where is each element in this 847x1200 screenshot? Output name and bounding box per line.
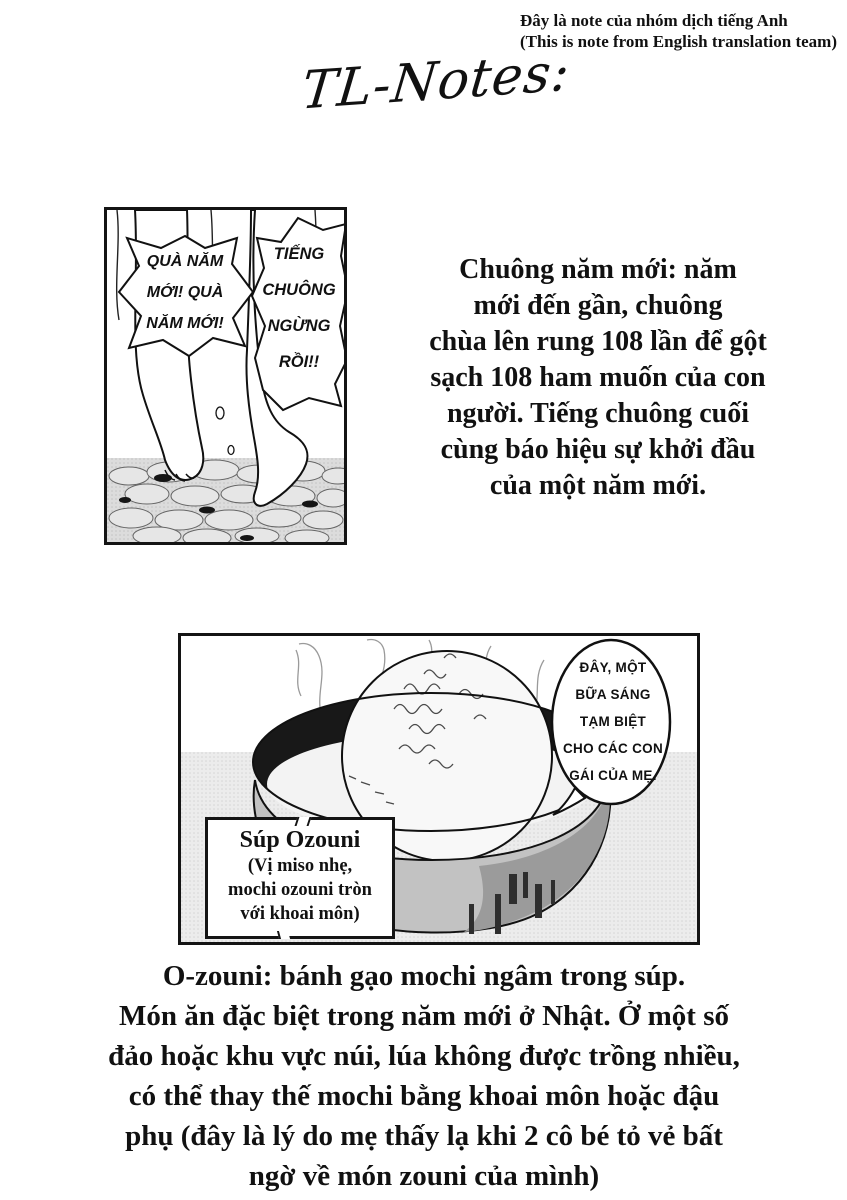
page-title: TL-Notes: xyxy=(298,42,574,122)
note-line: sạch 108 ham muốn của con xyxy=(430,362,766,393)
note-line: ngờ về món zouni của mình) xyxy=(248,1160,600,1192)
note-line: phụ (đây là lý do mẹ thấy lạ khi 2 cô bé tỏ vẻ bất xyxy=(125,1120,723,1152)
stone-ground xyxy=(107,458,344,542)
bubble-line: CHUÔNG xyxy=(262,281,336,299)
note-line: O-zouni: bánh gạo mochi ngâm trong súp. xyxy=(162,960,686,992)
bubble-line: ĐÂY, MỘT xyxy=(579,660,647,675)
note-line: Món ăn đặc biệt trong năm mới ở Nhật. Ở một số xyxy=(119,1000,729,1032)
note-line: cùng báo hiệu sự khởi đầu xyxy=(440,434,756,465)
bubble-line: QUÀ NĂM xyxy=(146,253,224,270)
note-line: mới đến gần, chuông xyxy=(473,290,723,321)
note-line: có thể thay thế mochi bằng khoai môn hoặc đậu xyxy=(128,1080,720,1112)
bubble-line: TIẾNG xyxy=(273,245,325,263)
note-line: chùa lên rung 108 lần để gột xyxy=(429,326,767,357)
bubble-line: NGỪNG xyxy=(267,317,331,335)
note-line: đảo hoặc khu vực núi, lúa không được trồng nhiều, xyxy=(108,1040,740,1072)
bubble-line: RỒI!! xyxy=(278,353,320,371)
header-note-line1: Đây là note của nhóm dịch tiếng Anh xyxy=(519,11,788,30)
speech-bubble-2 xyxy=(251,236,347,380)
speech-bubble-1 xyxy=(117,246,253,339)
note-block-2 xyxy=(28,956,820,1196)
manga-panel-1 xyxy=(104,207,347,545)
speech-bubble-mother xyxy=(552,654,674,789)
bubble-line: CHO CÁC CON xyxy=(562,741,664,756)
note-block-1 xyxy=(352,252,844,504)
manga-panel-2 xyxy=(178,633,700,945)
bubble-line: TẠM BIỆT xyxy=(579,714,647,729)
bubble-line: MỚI! QUÀ xyxy=(146,284,224,301)
note-line: Chuông năm mới: năm xyxy=(459,254,737,285)
food-label-box xyxy=(205,817,395,939)
label-title: Súp Ozouni xyxy=(239,827,361,853)
label-line: mochi ozouni tròn xyxy=(228,880,372,900)
header-note-line2: (This is note from English translation team) xyxy=(519,32,837,51)
label-line: (Vị miso nhẹ, xyxy=(247,856,353,876)
bubble-line: BỮA SÁNG xyxy=(575,687,651,702)
note-line: người. Tiếng chuông cuối xyxy=(446,398,750,429)
label-line: với khoai môn) xyxy=(240,904,360,924)
note-line: của một năm mới. xyxy=(489,470,707,501)
bubble-line: GÁI CỦA MẸ. xyxy=(569,768,657,783)
bubble-line: NĂM MỚI! xyxy=(146,315,224,332)
